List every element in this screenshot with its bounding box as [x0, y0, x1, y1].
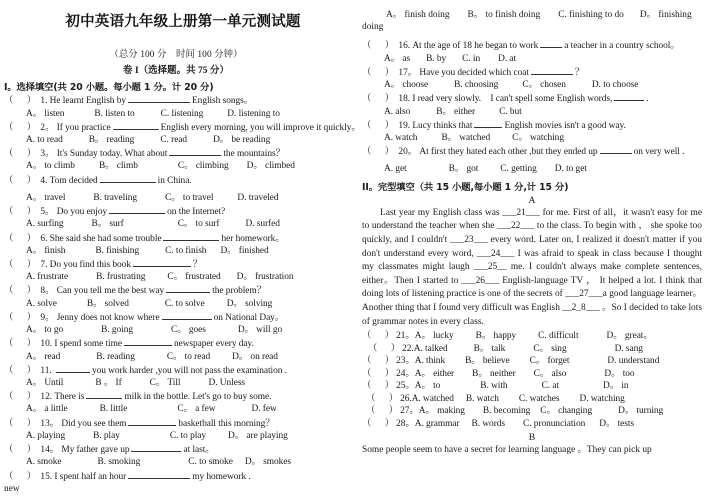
question-options: [26, 377, 348, 389]
question-text: Have you decided which coat: [419, 67, 529, 78]
question-text-after: English every morning, you will improve it quickly。: [160, 122, 361, 133]
option-label[interactable]: D。 tests: [599, 418, 634, 429]
cloze-passage-b-text: Some people seem to have a secret for learning language 。They can pick up: [362, 445, 652, 456]
answer-blank: [109, 205, 165, 214]
page-title: 初中英语九年级上册第一单元测试题: [65, 14, 301, 30]
option-label[interactable]: A。 finish doing: [386, 10, 450, 20]
answer-bracket[interactable]: （ ）: [4, 471, 39, 482]
option-label[interactable]: B。 to finish doing: [467, 10, 541, 20]
question-number: 6.: [38, 233, 50, 244]
answer-blank: [166, 284, 210, 293]
answer-bracket[interactable]: （ ）: [362, 418, 397, 429]
answer-blank: [100, 174, 156, 183]
option-label[interactable]: B. reading: [96, 351, 135, 362]
question-number: 2。: [38, 122, 57, 133]
question-number: 23。: [396, 356, 415, 367]
question-stem: [4, 470, 348, 483]
option-label[interactable]: B。 neither: [472, 368, 516, 379]
option-label[interactable]: A. grammar: [414, 418, 460, 429]
question-text-after: English songs。: [192, 96, 254, 107]
question-options: [384, 163, 702, 175]
score-time-subtitle: （总分 100 分 时间 100 分钟）: [109, 50, 243, 61]
question-text: Jenny does not know where: [56, 312, 160, 323]
answer-bracket[interactable]: （ ）: [362, 94, 397, 105]
option-label[interactable]: D. at: [498, 53, 517, 64]
question-text: Did you see them: [61, 418, 127, 429]
question-text-after: English movies isn't a good way.: [504, 120, 626, 131]
option-label[interactable]: A。 listen: [26, 108, 65, 119]
option-label[interactable]: B。 either: [436, 106, 476, 117]
left-column: [2, 0, 361, 500]
question-text: At first they hated each other ,but they ended up: [419, 147, 598, 158]
question-options: [26, 134, 348, 146]
cloze-question-row: [362, 330, 702, 343]
answer-blank: [169, 147, 221, 156]
cloze-passage-a-text: Last year my English class was ___21___ for me. First of all，it wasn't easy for me to understand the teacher when she ___22___ to the class. To begin with ， she spoke too quickly, and I couldn't ___23___ every word. Later on, I realized it doesn't matter if you don't understand every word, ___24___ I was afraid to speak in class because I thought my classmates might laugh ___25__ me. I couldn't always make complete sentences, either。Then I started to ___26___ English-language TV ， It helped a lot. I think that doing lots of listening practice is one of the secrets of ___27___a good language learner。Another thing that I found very difficult was English __2_8___ 。So I decided to take lots of grammar notes in every class.: [362, 207, 702, 327]
option-label[interactable]: C。 goes: [171, 325, 206, 336]
answer-bracket[interactable]: （ ）: [362, 147, 397, 158]
question-number: 27。: [400, 406, 419, 417]
answer-blank: [531, 66, 573, 75]
question-text-after: milk in the bottle. Let's go to buy some.: [124, 392, 272, 403]
option-label[interactable]: A。 making: [418, 406, 465, 417]
option-label[interactable]: D。 smokes: [244, 457, 291, 468]
option-label[interactable]: B. listen to: [94, 108, 135, 119]
cloze-question-list: [362, 330, 702, 430]
question-text-after: ？: [574, 67, 585, 78]
answer-bracket[interactable]: （ ）: [4, 175, 39, 186]
question-number: 1.: [38, 96, 50, 107]
option-label[interactable]: A。 to go: [26, 325, 64, 336]
option-label[interactable]: A. solve: [26, 298, 57, 309]
question-text: I read very slowly. I can't spell some English words,: [412, 94, 613, 105]
option-label[interactable]: C。 also: [533, 368, 567, 379]
part-b-letter: B: [528, 432, 536, 444]
answer-bracket[interactable]: （ ）: [4, 233, 39, 244]
cloze-question-row: [362, 380, 702, 393]
option-label[interactable]: A. think: [414, 356, 446, 367]
option-label[interactable]: A. get: [384, 164, 407, 175]
question-options: [26, 403, 348, 415]
question-stem: [362, 119, 702, 132]
option-label[interactable]: C. to play: [169, 430, 207, 441]
question-text: Do you enjoy: [56, 207, 108, 218]
option-label[interactable]: C。 a few: [177, 404, 216, 415]
cloze-question-row: [362, 343, 702, 356]
question-text: I spent half an hour: [54, 471, 127, 482]
question-text-after: the problem？: [212, 286, 266, 297]
question-stem: [4, 94, 348, 107]
option-label[interactable]: A。 a little: [26, 404, 68, 415]
option-label[interactable]: D。 turning: [618, 406, 664, 417]
answer-bracket[interactable]: （ ）: [366, 406, 401, 417]
option-label[interactable]: C. listening: [160, 108, 204, 119]
question-text-after: on the Internet?: [167, 207, 226, 218]
option-label[interactable]: D。 are playing: [228, 430, 288, 441]
question-text-after: .: [646, 94, 649, 105]
option-label[interactable]: C. to finish: [165, 245, 207, 256]
question-stem: [362, 92, 702, 105]
question-stem: [4, 311, 348, 324]
option-label[interactable]: C。 chosen: [522, 80, 566, 91]
answer-bracket[interactable]: （ ）: [4, 286, 39, 297]
option-label[interactable]: B。 reading: [88, 135, 135, 146]
question-number: 12.: [38, 392, 55, 403]
answer-bracket[interactable]: （ ）: [4, 96, 39, 107]
question-text: It's Sunday today. What about: [56, 149, 168, 160]
option-label[interactable]: B。 climb: [98, 161, 138, 172]
answer-bracket[interactable]: （ ）: [4, 339, 39, 350]
option-label[interactable]: B. finishing: [95, 245, 140, 256]
answer-blank: [56, 364, 90, 373]
option-label[interactable]: D。 too: [604, 368, 635, 379]
option-label[interactable]: C. difficult: [538, 331, 579, 342]
option-label[interactable]: C。 watching: [512, 132, 564, 143]
option-label[interactable]: B 。 If: [95, 377, 122, 388]
answer-bracket[interactable]: （ ）: [362, 67, 397, 78]
answer-bracket[interactable]: （ ）: [4, 122, 39, 133]
cloze-question-row: [362, 393, 702, 406]
question-text: Tom decided: [49, 175, 98, 186]
question-15-options: [386, 9, 702, 21]
answer-bracket[interactable]: （ ）: [4, 445, 39, 456]
question-number: 18.: [396, 94, 413, 105]
option-label[interactable]: D。 be reading: [213, 135, 271, 146]
option-label[interactable]: B. traveling: [93, 192, 138, 203]
answer-bracket[interactable]: （ ）: [368, 343, 403, 354]
question-stem: [4, 364, 348, 377]
question-stem: [4, 443, 348, 456]
option-label[interactable]: C。 to travel: [165, 192, 214, 203]
answer-bracket[interactable]: （ ）: [362, 368, 397, 379]
question-text: At the age of 18 he began to work: [412, 41, 539, 52]
answer-bracket[interactable]: （ ）: [366, 393, 401, 404]
option-label[interactable]: A。 either: [414, 368, 455, 379]
option-label[interactable]: C. but: [499, 106, 522, 117]
option-label[interactable]: C。 sing: [533, 343, 567, 354]
question-number: 15.: [38, 471, 55, 482]
option-label[interactable]: D. Unless: [208, 377, 246, 388]
question-text-after: my homework .: [192, 471, 251, 482]
question-number: 24。: [396, 368, 415, 379]
question-text-after: on very well .: [633, 147, 685, 158]
option-label[interactable]: A. playing: [26, 430, 66, 441]
question-number: 17。: [396, 67, 420, 78]
question-number: 4.: [38, 175, 50, 186]
question-options: [26, 245, 348, 257]
option-label[interactable]: D。 in: [603, 381, 629, 392]
question-text: There is: [54, 392, 85, 403]
option-label[interactable]: C. at: [541, 381, 560, 392]
option-label[interactable]: D。 on read: [232, 351, 278, 362]
cloze-question-row: [362, 355, 702, 368]
question-number: 14。: [38, 445, 62, 456]
option-label[interactable]: D。 will go: [237, 325, 283, 336]
paper-part-subtitle: 卷 I（选择题。共 75 分）: [123, 66, 229, 77]
question-number: 7.: [38, 260, 50, 271]
option-label[interactable]: B. frustrating: [96, 272, 146, 283]
option-label[interactable]: C. finishing to do: [558, 10, 624, 20]
question-stem: [4, 390, 348, 403]
answer-bracket[interactable]: （ ）: [4, 312, 39, 323]
option-label[interactable]: A. surfing: [26, 219, 64, 230]
answer-bracket[interactable]: （ ）: [4, 365, 39, 376]
option-label[interactable]: D. understand: [607, 356, 660, 367]
answer-blank: [163, 232, 219, 241]
question-text-after: at last。: [183, 445, 215, 456]
answer-blank: [614, 92, 644, 101]
option-label[interactable]: B。 happy: [475, 331, 517, 342]
answer-blank: [133, 258, 191, 267]
question-options: [26, 351, 348, 363]
option-label[interactable]: C。 climbing: [177, 161, 229, 172]
answer-bracket[interactable]: （ ）: [362, 356, 397, 367]
option-label[interactable]: D. to choose: [591, 80, 639, 91]
question-options: [384, 79, 702, 91]
option-label[interactable]: A. frustrate: [26, 272, 69, 283]
option-label[interactable]: A。 lucky: [414, 331, 454, 342]
option-label[interactable]: A。 as: [384, 53, 411, 64]
option-label[interactable]: C. read: [160, 135, 188, 146]
answer-bracket[interactable]: （ ）: [4, 149, 39, 160]
question-options: [26, 430, 348, 442]
option-label[interactable]: C。 frustrated: [167, 272, 221, 283]
cloze-passage-a: [362, 207, 702, 330]
answer-bracket[interactable]: （ ）: [362, 120, 397, 131]
option-label[interactable]: D. watching: [579, 393, 625, 404]
question-text-after: in China.: [157, 175, 192, 186]
question-number: 26.: [400, 393, 412, 404]
option-label[interactable]: B. becoming: [482, 406, 531, 417]
answer-bracket[interactable]: （ ）: [4, 392, 39, 403]
option-label[interactable]: B。 got: [448, 164, 479, 175]
question-text: My father gave up: [61, 445, 130, 456]
option-label[interactable]: B. play: [93, 430, 120, 441]
question-number: 10.: [38, 339, 55, 350]
question-text-after: her homework。: [221, 233, 285, 244]
cloze-passage-b: [362, 444, 702, 457]
option-label[interactable]: D。 finished: [220, 245, 269, 256]
answer-blank: [600, 145, 632, 154]
section-one-heading: I。选择填空(共 20 小题。每小题 1 分。计 20 分): [4, 82, 214, 94]
option-label[interactable]: A。 read: [26, 351, 61, 362]
question-text: Can you tell me the best way: [56, 286, 165, 297]
option-label[interactable]: B. little: [99, 404, 128, 415]
cloze-question-row: [362, 418, 702, 431]
option-label[interactable]: D。 solving: [226, 298, 273, 309]
part-a-letter: A: [528, 194, 536, 206]
option-label[interactable]: D. sang: [614, 343, 643, 354]
option-label[interactable]: A. smoke: [26, 457, 62, 468]
option-label[interactable]: C. to smoke: [188, 457, 233, 468]
option-label[interactable]: A. to read: [26, 135, 63, 146]
option-label[interactable]: B. smoking: [97, 457, 141, 468]
question-options: [26, 108, 348, 120]
answer-bracket[interactable]: （ ）: [362, 381, 397, 392]
answer-blank: [128, 94, 190, 103]
question-number: 9。: [38, 312, 57, 323]
question-text: I spend some time: [54, 339, 122, 350]
option-label[interactable]: A. also: [384, 106, 411, 117]
option-label[interactable]: B。 surf: [91, 219, 124, 230]
question-text-after: ？: [192, 260, 203, 271]
tail-word: new: [4, 483, 20, 494]
option-label[interactable]: A。 travel: [26, 192, 66, 203]
question-text: Do you find this book: [49, 260, 131, 271]
answer-blank: [86, 390, 122, 399]
question-number: 3。: [38, 149, 57, 160]
question-number: 16.: [396, 41, 413, 52]
option-label[interactable]: B. choosing: [454, 80, 499, 91]
answer-blank: [128, 417, 176, 426]
option-label[interactable]: B。 talk: [473, 343, 506, 354]
question-stem: [4, 337, 348, 350]
section-two-heading: II。完型填空（共 15 小题,每小题 1 分,计 15 分): [362, 181, 569, 193]
question-text-after: basketball this morning？: [178, 418, 275, 429]
question-text: Lucy thinks that: [412, 120, 473, 131]
answer-blank: [124, 337, 172, 346]
question-stem: [4, 205, 348, 218]
question-text-after: the mountains？: [223, 149, 285, 160]
question-stem: [4, 174, 348, 187]
question-options: [26, 456, 348, 468]
option-label[interactable]: B. going: [101, 325, 134, 336]
question-options: [26, 324, 348, 336]
option-label[interactable]: D. few: [251, 404, 277, 415]
question-options: [384, 106, 702, 118]
answer-bracket[interactable]: （ ）: [4, 418, 39, 429]
question-options: [26, 271, 348, 283]
question-stem: [4, 417, 348, 430]
option-label[interactable]: A. watch: [384, 132, 418, 143]
question-stem: [362, 39, 702, 52]
question-stem: [4, 121, 361, 134]
question-stem: [4, 147, 348, 160]
question-text-after: you work harder ,you will not pass the examination .: [91, 365, 287, 376]
option-label[interactable]: D. surfed: [245, 219, 280, 230]
option-label[interactable]: B。 believe: [465, 356, 510, 367]
option-label[interactable]: B. by: [426, 53, 447, 64]
option-label[interactable]: C。 Till: [149, 377, 181, 388]
question-options: [384, 132, 702, 144]
option-label[interactable]: A。 to climb: [26, 161, 75, 172]
question-number: 28。: [396, 418, 415, 429]
option-label[interactable]: B. watch: [465, 393, 499, 404]
answer-blank: [540, 39, 562, 48]
question-text-after: a teacher in a country school。: [564, 41, 680, 52]
right-column: [358, 0, 707, 500]
option-label[interactable]: C. to solve: [164, 298, 205, 309]
option-label[interactable]: D。 climbed: [246, 161, 295, 172]
question-options: [26, 218, 348, 230]
question-number: 21。: [396, 331, 415, 342]
cloze-question-row: [362, 368, 702, 381]
question-options: [26, 192, 348, 204]
question-list-left: [4, 94, 361, 482]
answer-blank: [128, 470, 190, 479]
question-options: [26, 160, 348, 172]
question-15-wrap: doing: [362, 22, 384, 33]
option-label[interactable]: A. talked: [413, 343, 448, 354]
question-stem: [362, 66, 702, 79]
cloze-question-row: [362, 405, 702, 418]
option-label[interactable]: B。 watched: [441, 132, 491, 143]
question-text: He learnt English by: [49, 96, 126, 107]
question-text: If you practice: [56, 122, 111, 133]
option-label[interactable]: D. traveled: [237, 192, 279, 203]
answer-bracket[interactable]: （ ）: [4, 207, 39, 218]
option-label[interactable]: D. listening to: [227, 108, 280, 119]
option-label[interactable]: A。 choose: [384, 80, 429, 91]
option-label[interactable]: C。 to read: [166, 351, 211, 362]
option-label[interactable]: D。 frustration: [236, 272, 294, 283]
question-number: 11.: [38, 365, 54, 376]
question-stem: [362, 145, 702, 158]
option-label[interactable]: D。 great。: [606, 331, 653, 342]
option-label[interactable]: C. in: [462, 53, 481, 64]
answer-bracket[interactable]: （ ）: [4, 260, 39, 271]
question-stem: [4, 258, 348, 271]
question-number: 13。: [38, 418, 62, 429]
question-text-after: newspaper every day.: [173, 339, 254, 350]
option-label[interactable]: A。 Until: [26, 377, 64, 388]
option-label[interactable]: C。 changing: [540, 406, 593, 417]
option-label[interactable]: C。 forget: [529, 356, 570, 367]
answer-blank: [113, 121, 159, 130]
option-label[interactable]: D。 finishing: [639, 10, 692, 20]
question-list-right: [362, 39, 702, 175]
option-label[interactable]: B. with: [480, 381, 508, 392]
question-number: 20。: [396, 147, 420, 158]
option-label[interactable]: C。 to surf: [177, 219, 220, 230]
question-stem: [4, 232, 348, 245]
option-label[interactable]: C. getting: [500, 164, 537, 175]
question-number: 25。: [396, 381, 415, 392]
option-label[interactable]: B。 solved: [86, 298, 129, 309]
option-label[interactable]: A。 to: [414, 381, 441, 392]
question-text-after: on National Day。: [213, 312, 285, 323]
question-number: 8。: [38, 286, 57, 297]
answer-blank: [131, 443, 181, 452]
answer-blank: [474, 119, 502, 128]
option-label[interactable]: A。 finish: [26, 245, 66, 256]
answer-bracket[interactable]: （ ）: [362, 41, 397, 52]
question-text: She said she had some trouble: [49, 233, 162, 244]
option-label[interactable]: B. words: [471, 418, 506, 429]
question-stem: [4, 284, 348, 297]
option-label[interactable]: D. to get: [554, 164, 587, 175]
option-label[interactable]: C. pronunciation: [523, 418, 586, 429]
option-label[interactable]: C. watches: [518, 393, 560, 404]
question-options: [26, 298, 348, 310]
question-number: 19.: [396, 120, 413, 131]
answer-bracket[interactable]: （ ）: [362, 331, 397, 342]
answer-blank: [162, 311, 212, 320]
option-label[interactable]: A. watched: [411, 393, 454, 404]
question-options: [384, 53, 702, 65]
question-number: 5。: [38, 207, 57, 218]
question-number: 22.: [402, 343, 414, 354]
